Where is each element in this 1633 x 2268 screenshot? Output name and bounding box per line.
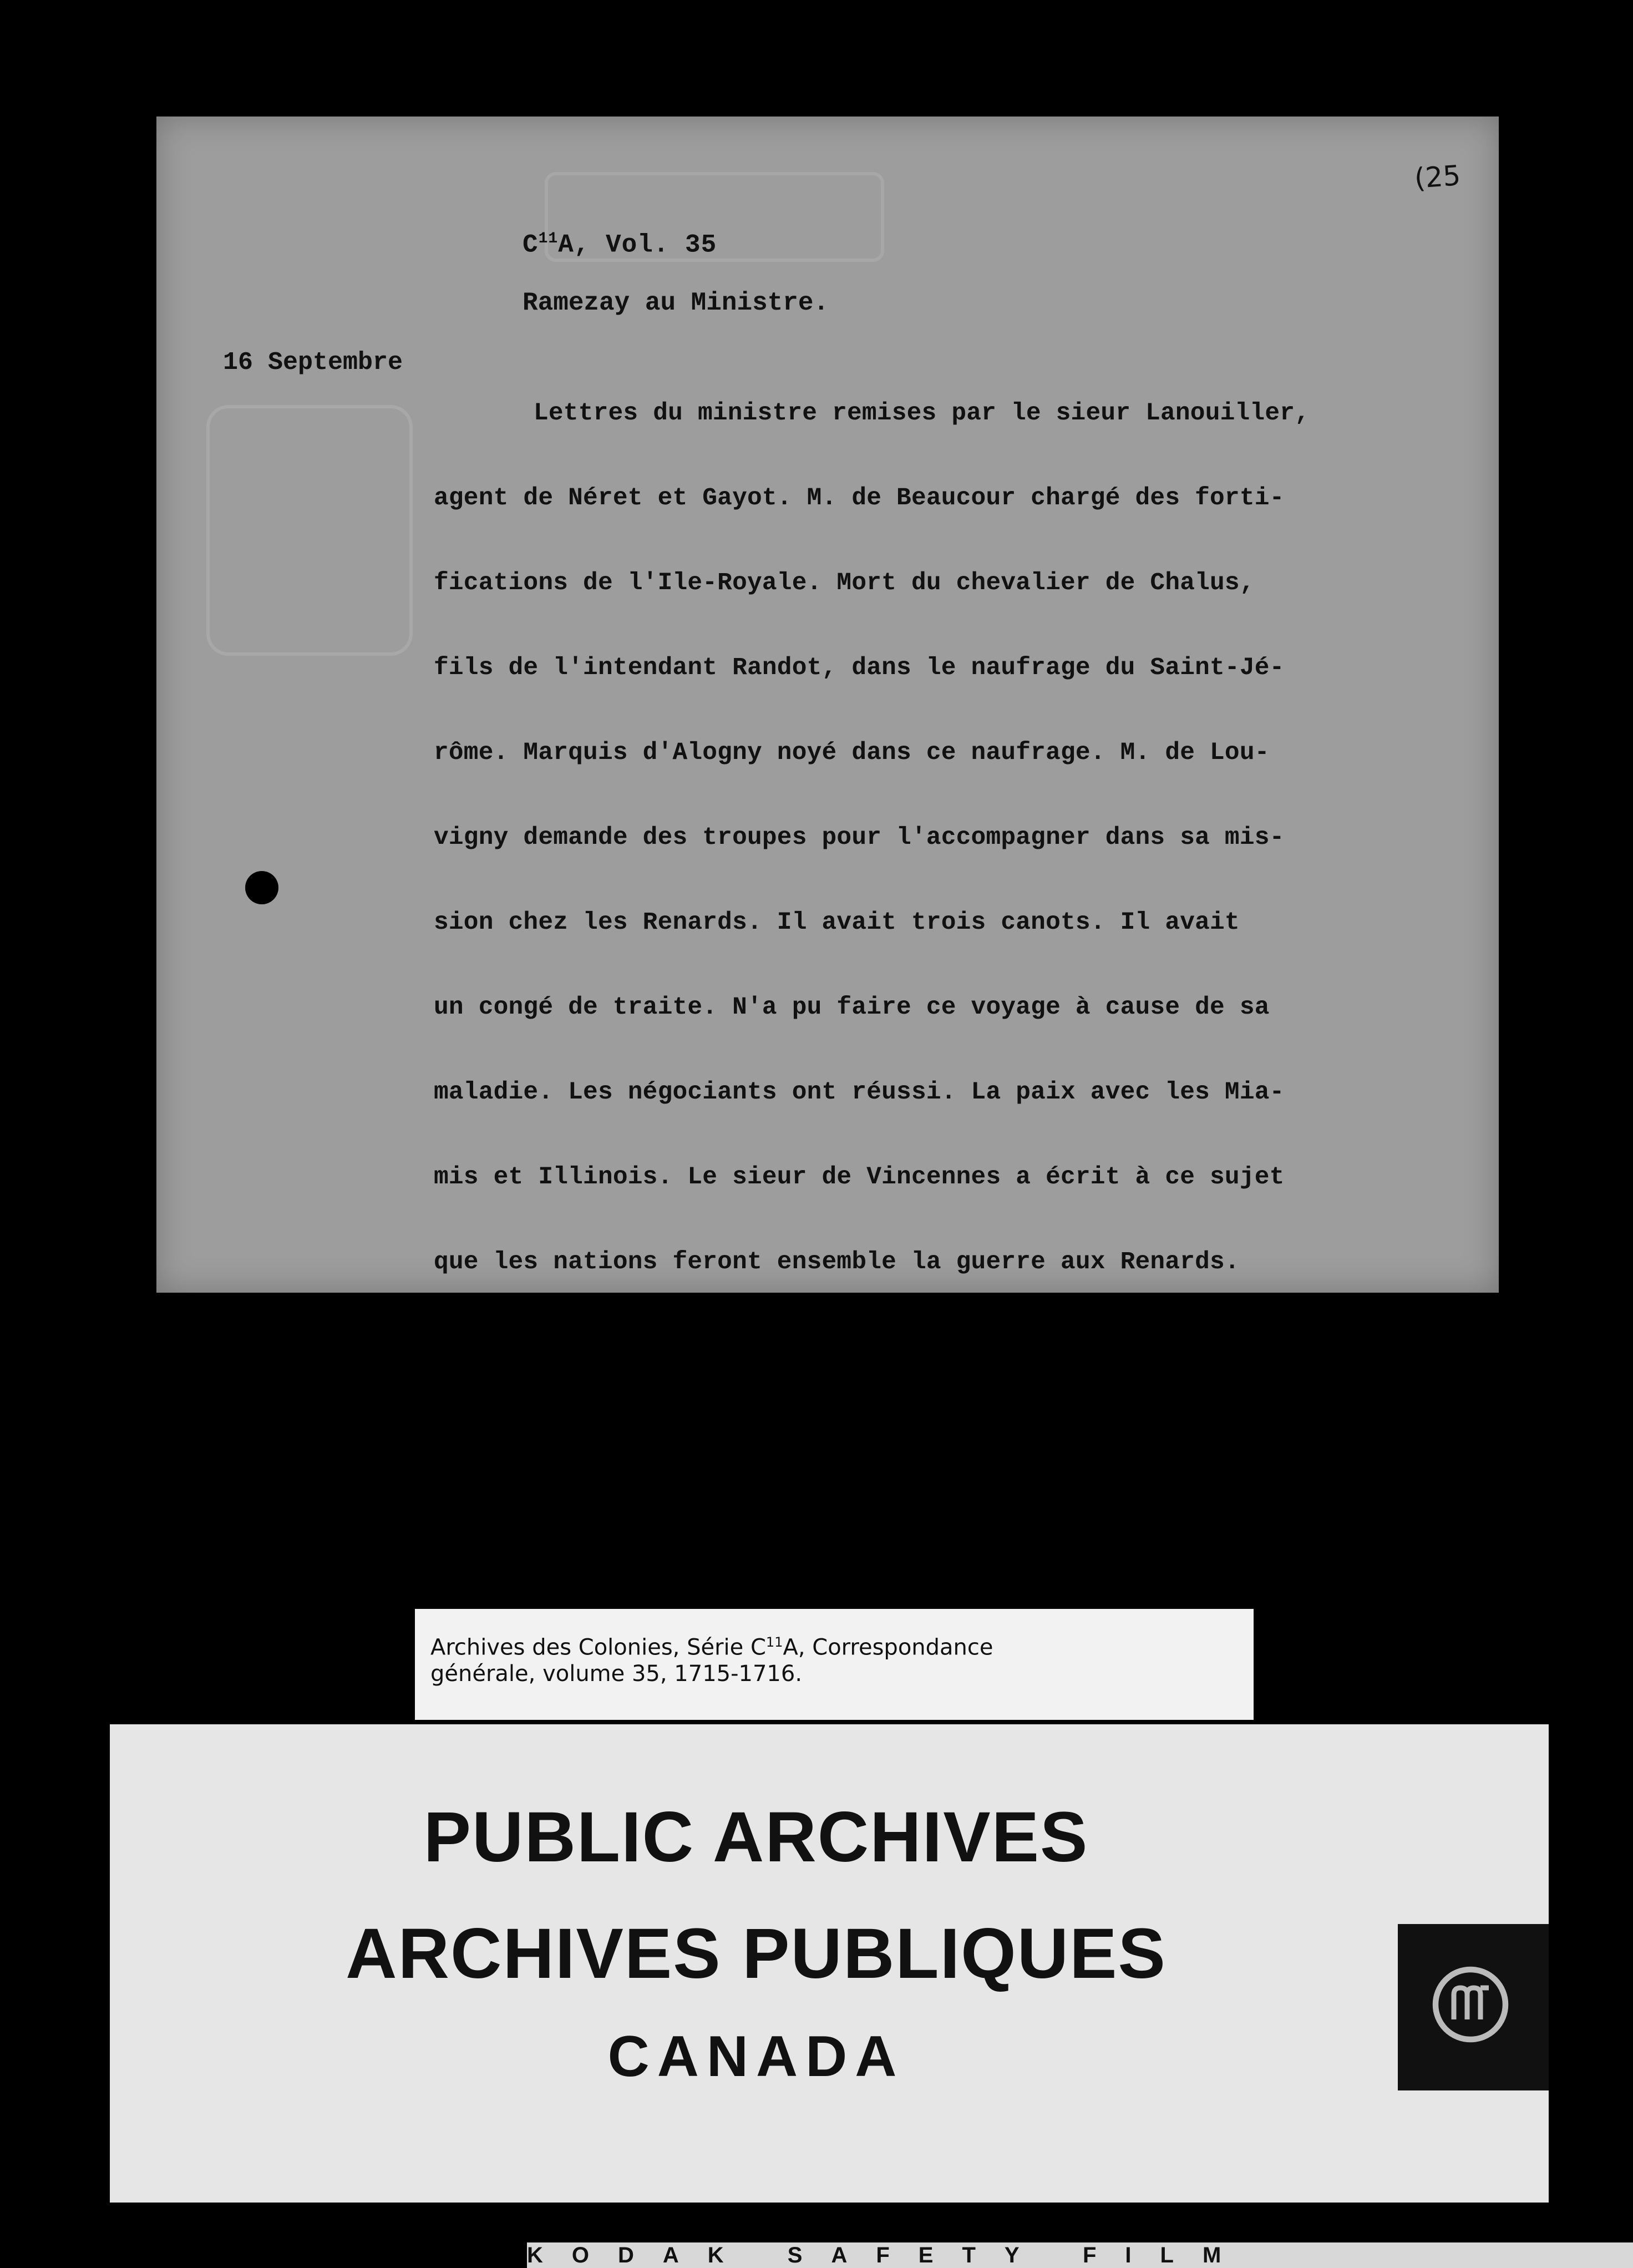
summary-line: Lettres du ministre remises par le sieur Lanouiller, — [534, 399, 1310, 427]
summary-line: mis et Illinois. Le sieur de Vincennes a écrit à ce sujet — [434, 1163, 1285, 1191]
page-number: (25 — [1413, 159, 1462, 195]
film-edge-text: KODAK SAFETY FILM — [527, 2242, 1633, 2268]
caption-text — [430, 1629, 1240, 1687]
summary-line: un congé de traite. N'a pu faire ce voyage à cause de sa — [434, 994, 1270, 1021]
monogram-mark — [1429, 1963, 1512, 2046]
banner-country: CANADA — [607, 2024, 905, 2089]
banner-title-english: PUBLIC ARCHIVES — [423, 1798, 1089, 1877]
reference-prefix: C — [523, 230, 539, 260]
archives-monogram-icon — [1398, 1924, 1549, 2090]
summary-line: fils de l'intendant Randot, dans le naufrage du Saint-Jé- — [434, 654, 1285, 682]
reference-line — [523, 230, 717, 259]
entry-date: 16 Septembre — [223, 348, 403, 377]
summary-line: agent de Néret et Gayot. M. de Beaucour chargé des forti- — [434, 484, 1285, 512]
faded-seal — [206, 405, 413, 656]
summary-line: que les nations feront ensemble la guerre aux Renards. — [434, 1248, 1240, 1276]
archives-banner — [110, 1724, 1549, 2203]
caption-superscript: 11 — [765, 1634, 783, 1650]
subject-line: Ramezay au Ministre. — [523, 288, 829, 317]
reference-suffix: A, Vol. 35 — [558, 230, 717, 260]
summary-line: maladie. Les négociants ont réussi. La paix avec les Mia- — [434, 1079, 1285, 1106]
caption-line1-prefix: Archives des Colonies, Série C — [430, 1634, 766, 1660]
summary-line: fications de l'Ile-Royale. Mort du chevalier de Chalus, — [434, 569, 1255, 597]
summary-line: rôme. Marquis d'Alogny noyé dans ce naufrage. M. de Lou- — [434, 739, 1270, 767]
punch-hole — [245, 871, 278, 904]
summary-line: vigny demande des troupes pour l'accompagner dans sa mis- — [434, 824, 1285, 852]
film-edge — [0, 2242, 1633, 2268]
banner-title-french: ARCHIVES PUBLIQUES — [346, 1914, 1167, 1993]
archive-caption — [415, 1609, 1254, 1720]
summary-text — [434, 343, 1477, 1293]
summary-line: sion chez les Renards. Il avait trois canots. Il avait — [434, 909, 1240, 936]
reference-superscript: 11 — [538, 230, 559, 247]
index-card — [156, 117, 1499, 1293]
caption-line2: générale, volume 35, 1715-1716. — [430, 1661, 803, 1687]
caption-line1-suffix: A, Correspondance — [783, 1634, 993, 1660]
